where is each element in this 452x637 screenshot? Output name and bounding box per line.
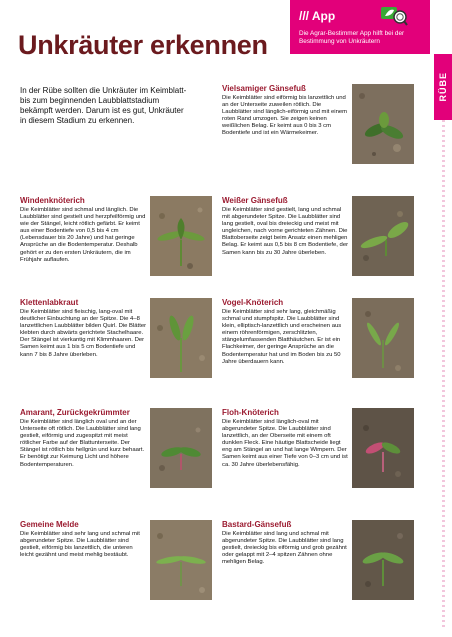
plant-name: Weißer Gänsefuß (222, 196, 288, 205)
plant-name: Amarant, Zurückgekrümmter (20, 408, 130, 417)
plant-photo (352, 84, 414, 164)
plant-photo (150, 298, 212, 378)
plant-photo (352, 520, 414, 600)
plant-description: Die Keimblätter sind sehr lang und schmal mit abgerundeter Spitze. Die Laubblätter sind gestielt, eiförmig bis lanzettlich, die unteren leicht gezähnt und meist mehlig bestäubt. (20, 531, 140, 559)
plant-photo (352, 298, 414, 378)
plant-photo (150, 520, 212, 600)
plant-photo (352, 408, 414, 488)
plant-name: Vielsamiger Gänsefuß (222, 84, 306, 93)
plant-name: Floh-Knöterich (222, 408, 279, 417)
section-tab-label: RÜBE (438, 72, 448, 102)
plant-description: Die Keimblätter sind gestielt, lang und schmal mit abgerundeter Spitze. Die Laubblätter sind lang gestielt, oval bis dreieckig und meist mit ungleichen, nach vorne gerichteten Zähnen. Die Blattoberseite zeigt beim Ansatz einen mehligen Belag. Er keimt aus 0,5 bis 8 cm Bodentiefe, der Samen kann bis zu 30 Jahre überleben. (222, 207, 349, 256)
plant-photo (150, 196, 212, 276)
plant-description: Die Keimblätter sind fleischig, lang-oval mit deutlicher Einbuchtung an der Spitze. Die 4–8 lanzettlichen Laubblätter bilden Quirl. Die Blätter klebten durch abwärts gerichtete Stachelhaare. Der Stängel ist vierkantig mit Klimmhaaren. Der Samen keimt aus 1 bis 5 cm Bodentiefe und kann 7 bis 8 Jahre überleben. (20, 309, 147, 358)
app-description: Die Agrar-Bestimmer App hilft bei der Bestimmung von Unkräutern (299, 30, 405, 45)
plant-description: Die Keimblätter sind länglich-oval mit abgerundeter Spitze. Die Laubblätter sind lanzettlich, an der Oberseite mit einem oft dunklen Fleck. Eine häutige Blattscheide liegt eng am Stängel an und hat lange Wimpern. Der Samen keimt aus einer Tiefe von 0–3 cm und ist ca. 30 Jahre überlebensfähig. (222, 419, 348, 468)
plant-name: Klettenlabkraut (20, 298, 79, 307)
plant-description: Die Keimblätter sind eiförmig bis lanzettlich und an der Unterseite zuweilen rötlich. Die Laubblätter sind länglich-eiförmig und mit einem roten Rand umzogen. Sie zeigen keinen weißlichen Belag. Er keimt aus 0 bis 3 cm Bodentiefe und ist ein Wärmekeimer. (222, 95, 348, 137)
plant-description: Die Keimblätter sind länglich oval und an der Unterseite oft rötlich. Die Laubblätter sind lang gestielt, eiförmig und zugespitzt mit meist rötlicher Farbe auf der Blattunterseite. Der Stängel ist rötlich bis hellgrün und kurz behaart. Er benötigt zur Keimung Licht und höhere Bodentemperaturen. (20, 419, 145, 468)
plant-description: Die Keimblätter sind schmal und länglich. Die Laubblätter sind gestielt und herzpfeilförmig und wie der Stängel, leicht rötlich gefärbt. Er keimt aus einer Bodentiefe von 0,5 bis 4 cm (Lebensdauer bis 20 Jahre) und hat geringe Ansprüche an die Bodentemperatur. Deshalb gehört er zu den ersten Unkräutern, die im Frühjahr auflaufen. (20, 207, 146, 263)
plant-photo (352, 196, 414, 276)
intro-text: In der Rübe sollten die Unkräuter im Keimblatt- bis zum beginnenden Laubblattstadium bekämpft werden. Darum ist es gut, Unkräuter in diesem Stadium zu erkennen. (20, 86, 187, 125)
page-title: Unkräuter erkennen (18, 30, 268, 60)
plant-name: Windenknöterich (20, 196, 85, 205)
side-stripe (442, 120, 445, 630)
plant-name: Vogel-Knöterich (222, 298, 284, 307)
plant-description: Die Keimblätter sind lang und schmal mit abgerundeter Spitze. Die Laubblätter sind lang gestielt, dreieckig bis eiförmig und grob gezähnt oder gelappt mit 2–4 spitzen Zähnen ohne mehligen Belag. (222, 531, 347, 566)
plant-name: Bastard-Gänsefuß (222, 520, 292, 529)
plant-description: Die Keimblätter sind sehr lang, gleichmäßig schmal und stumpfspitz. Die Laubblätter sind klein, elliptisch-lanzettlich und erscheinen aus einem röhrenförmigen, zerschlitzten, stängelumfassenden Blatthäutchen. Er ist ein Flachkeimer, der geringe Ansprüche an die Bodentemperatur hat und im Boden bis zu 50 Jahre überdauern kann. (222, 309, 342, 365)
section-tab-ruebe[interactable] (434, 54, 452, 120)
plant-photo (150, 408, 212, 488)
magnifier-leaf-icon (380, 6, 408, 26)
plant-name: Gemeine Melde (20, 520, 79, 529)
app-title: /// App (299, 9, 336, 23)
app-promo-box[interactable] (290, 0, 430, 54)
